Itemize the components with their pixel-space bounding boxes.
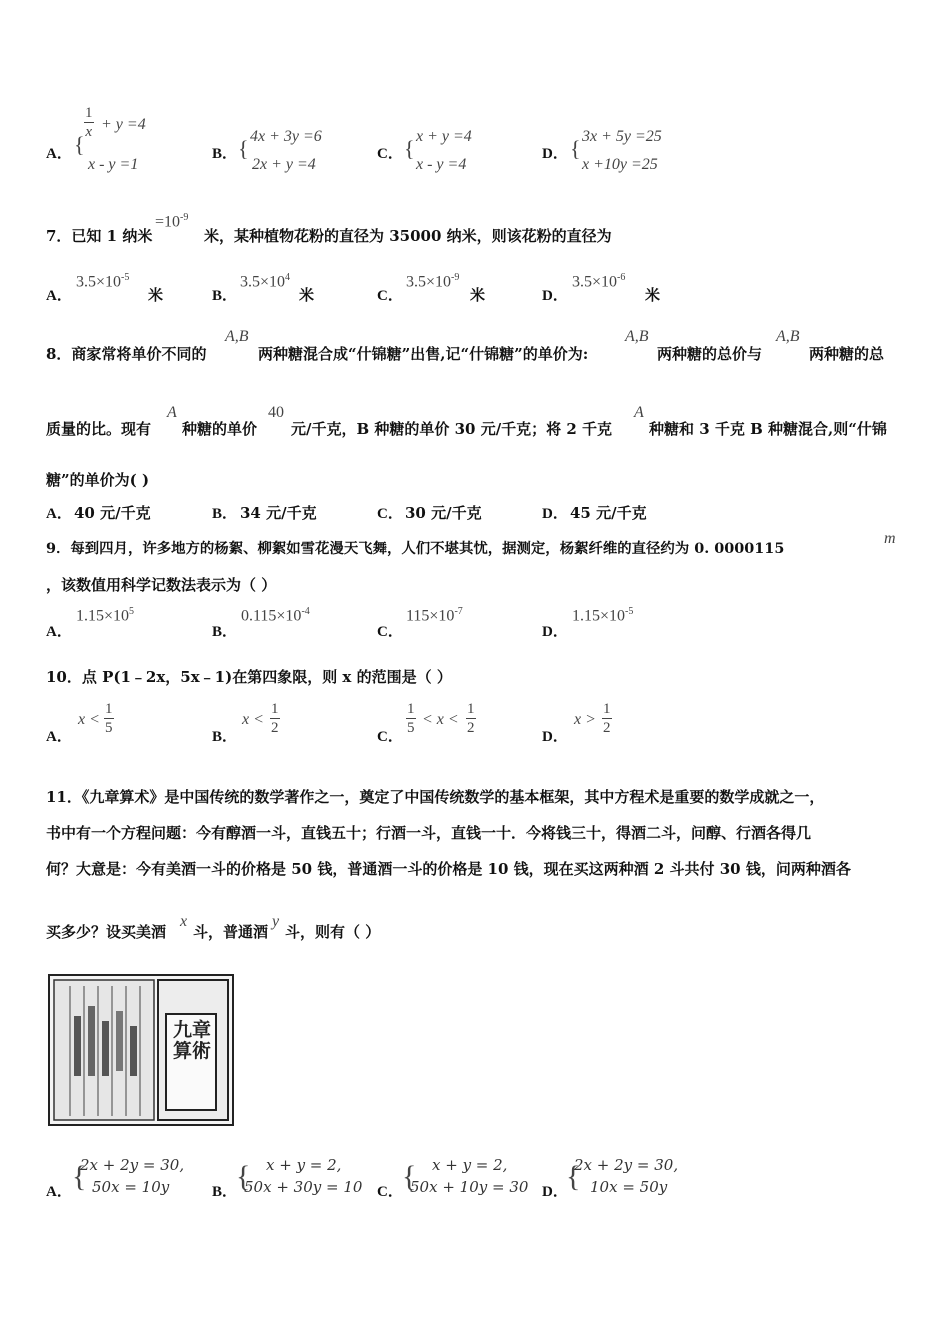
q7-option-c-value: $3.5\times 10^{-9}$	[406, 272, 460, 291]
q9-option-a-value: $1.15\times 10^5$	[76, 606, 135, 625]
q10-option-d-label: D．	[542, 729, 568, 745]
q8-line1-c: 两种糖的总价与	[657, 345, 763, 363]
q7-option-d-unit: 米	[645, 286, 661, 304]
q11-line1: 11．《九章算术》是中国传统的数学著作之一，奠定了中国传统数学的基本框架，其中方程术是重要的数学成就之一，	[46, 788, 825, 806]
q9-option-c-label: C．	[377, 624, 403, 640]
q6-option-c-eq1: x + y =4	[416, 128, 472, 145]
q6-option-a-label: A．	[46, 146, 72, 162]
q10-option-b-fraction: $\frac{1}{2}$	[271, 701, 279, 736]
q11-line4-a: 买多少？设买美酒	[46, 923, 167, 941]
q9-option-c-value: $115\times 10^{-7}$	[406, 606, 463, 625]
q10-option-c-fraction-2: $\frac{1}{2}$	[467, 701, 475, 736]
q7-option-a-unit: 米	[148, 286, 164, 304]
q6-option-d-eq2: x +10y =25	[582, 156, 658, 173]
q9-option-d-value: $1.15\times 10^{-5}$	[572, 606, 634, 625]
q8-ab-2: A,B	[625, 328, 649, 345]
q7-option-a-label: A．	[46, 288, 72, 304]
q8-a-2: A	[634, 404, 644, 421]
brace-icon: {	[238, 136, 249, 161]
q9-option-b-label: B．	[212, 624, 238, 640]
q8-ab-1: A,B	[225, 328, 249, 345]
q8-line3: 糖”的单价为( )	[46, 471, 150, 489]
brace-icon: {	[72, 1160, 87, 1193]
q8-option-c-text: 30 元/千克	[405, 504, 482, 522]
q10-option-b-label: B．	[212, 729, 238, 745]
q6-option-b-eq2: 2x + y =4	[252, 156, 316, 173]
q8-line2-d: 种糖和 3 千克 B 种糖混合,则“什锦	[649, 420, 887, 438]
q7-option-b-unit: 米	[299, 286, 315, 304]
q10-option-c-mid: < x <	[422, 711, 459, 728]
q8-forty: 40	[268, 404, 284, 421]
q6-option-a-eq2: x - y =1	[88, 156, 139, 173]
q8-option-d-text: 45 元/千克	[570, 504, 647, 522]
q6-option-b-label: B．	[212, 146, 238, 162]
brace-icon: {	[236, 1160, 251, 1193]
brace-icon: {	[404, 136, 415, 161]
brace-icon: {	[74, 132, 85, 157]
q10-option-b-pre: x <	[242, 711, 264, 728]
q10-option-c-fraction-1: $\frac{1}{5}$	[407, 701, 415, 736]
q8-ab-3: A,B	[776, 328, 800, 345]
q7-option-b-label: B．	[212, 288, 238, 304]
q11-var-y: y	[272, 913, 280, 930]
q11-option-b-eq1: x + y = 2,	[266, 1156, 342, 1174]
q8-option-a-text: 40 元/千克	[74, 504, 151, 522]
q9-option-b-value: $0.115\times 10^{-4}$	[241, 606, 310, 625]
q7-option-c-label: C．	[377, 288, 403, 304]
q10-option-a-label: A．	[46, 729, 72, 745]
q8-line1-a: 8．商家常将单价不同的	[46, 345, 207, 363]
q8-line2-b: 种糖的单价	[182, 420, 258, 438]
q8-option-b-text: 34 元/千克	[240, 504, 317, 522]
q6-option-b-eq1: 4x + 3y =6	[250, 128, 322, 145]
jiuzhang-suanshu-book-image	[48, 974, 234, 1126]
q9-unit-m: m	[884, 530, 896, 547]
q7-option-c-unit: 米	[470, 286, 486, 304]
q8-line2-c: 元/千克，B 种糖的单价 30 元/千克；将 2 千克	[291, 420, 613, 438]
q8-option-b-label: B．	[212, 506, 238, 522]
q6-option-c-label: C．	[377, 146, 403, 162]
q11-option-c-eq1: x + y = 2,	[432, 1156, 508, 1174]
q10-option-d-fraction: $\frac{1}{2}$	[603, 701, 611, 736]
q7-option-a-value: $3.5\times 10^{-5}$	[76, 272, 130, 291]
q10-option-a-fraction: $\frac{1}{5}$	[105, 701, 113, 736]
q11-option-c-eq2: 50x + 10y = 30	[410, 1178, 529, 1196]
q10-option-a-pre: x <	[78, 711, 100, 728]
q8-option-d-label: D．	[542, 506, 568, 522]
q10-option-c-label: C．	[377, 729, 403, 745]
q11-line4-c: 斗，则有（ ）	[285, 923, 381, 941]
q9-option-a-label: A．	[46, 624, 72, 640]
q11-line3: 何？大意是：今有美酒一斗的价格是 50 钱，普通酒一斗的价格是 10 钱，现在买这两种酒 2 斗共付 30 钱，问两种酒各	[46, 860, 851, 878]
q11-option-a-eq2: 50x = 10y	[92, 1178, 170, 1196]
q7-option-d-label: D．	[542, 288, 568, 304]
q11-var-x: x	[180, 913, 188, 930]
q8-line1-d: 两种糖的总	[809, 345, 885, 363]
q10-stem: 10．点 P(1﹣2x，5x﹣1)在第四象限，则 x 的范围是（ ）	[46, 668, 452, 686]
q11-option-b-label: B．	[212, 1184, 238, 1200]
q7-stem-a: 7．已知 1 纳米	[46, 227, 153, 245]
q8-line1-b: 两种糖混合成“什锦糖”出售,记“什锦糖”的单价为:	[258, 345, 589, 363]
brace-icon: {	[570, 136, 581, 161]
q7-stem-math: $=10^{-9}$	[155, 212, 189, 231]
q6-option-d-label: D．	[542, 146, 568, 162]
q8-option-a-label: A．	[46, 506, 72, 522]
q8-option-c-label: C．	[377, 506, 403, 522]
brace-icon: {	[402, 1160, 417, 1193]
q7-stem-b: 米，某种植物花粉的直径为 35000 纳米，则该花粉的直径为	[204, 227, 612, 245]
q11-option-b-eq2: 50x + 30y = 10	[244, 1178, 363, 1196]
q8-a-1: A	[167, 404, 177, 421]
brace-icon: {	[566, 1160, 581, 1193]
q8-line2-a: 质量的比。现有	[46, 420, 152, 438]
book-cover-title: 九章算術	[172, 1019, 211, 1062]
q11-line2: 书中有一个方程问题：今有醇酒一斗，直钱五十；行酒一斗，直钱一十．今将钱三十，得酒二斗，问醇、行酒各得几	[46, 824, 812, 842]
q6-option-a-fraction: $\frac{1}{x}$	[85, 105, 93, 140]
q6-option-d-eq1: 3x + 5y =25	[582, 128, 662, 145]
q9-line2: ，该数值用科学记数法表示为（ ）	[46, 576, 277, 594]
q11-option-c-label: C．	[377, 1184, 403, 1200]
q11-option-d-label: D．	[542, 1184, 568, 1200]
q10-option-d-pre: x >	[574, 711, 596, 728]
q11-option-a-eq1: 2x + 2y = 30,	[80, 1156, 185, 1174]
q7-option-b-value: $3.5\times 10^4$	[240, 272, 291, 291]
q9-line1: 9．每到四月，许多地方的杨絮、柳絮如雪花漫天飞舞，人们不堪其忧，据测定，杨絮纤维的直径约为 0. 0000115	[46, 540, 785, 557]
q11-option-d-eq1: 2x + 2y = 30,	[574, 1156, 679, 1174]
q6-option-c-eq2: x - y =4	[416, 156, 467, 173]
q9-option-d-label: D．	[542, 624, 568, 640]
q11-option-d-eq2: 10x = 50y	[590, 1178, 668, 1196]
q11-line4-b: 斗，普通酒	[193, 923, 269, 941]
q6-option-a-eq1: + y =4	[101, 116, 146, 133]
q11-option-a-label: A．	[46, 1184, 72, 1200]
q7-option-d-value: $3.5\times 10^{-6}$	[572, 272, 626, 291]
